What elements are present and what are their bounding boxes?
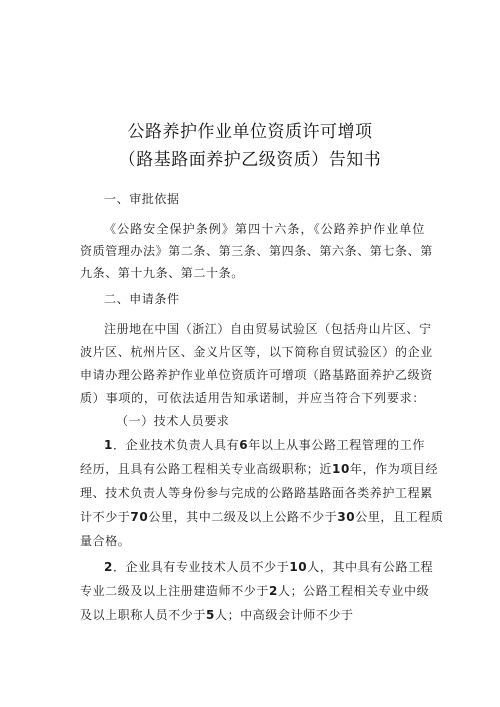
document-title-line-1: 公路养护作业单位资质许可增项 bbox=[127, 122, 373, 142]
text-span: 年以上从事公路工程管理的工作 bbox=[248, 438, 425, 452]
number-span: 30 bbox=[337, 510, 356, 524]
text-span: 专业二级及以上注册建造师不少于 bbox=[80, 584, 270, 598]
text-span: 人，其中具有公路工程 bbox=[307, 560, 434, 574]
item-1-line-4 bbox=[80, 510, 444, 524]
item-number: 1 bbox=[104, 438, 113, 452]
section-1-heading: 一、审批依据 bbox=[104, 192, 180, 206]
item-2-line-2 bbox=[80, 584, 430, 598]
section-2-paragraph-line: 波片区、杭州片区、金义片区等，以下简称自贸试验区）的企业 bbox=[80, 345, 433, 359]
text-span: ．企业具有专业技术人员不少于 bbox=[112, 560, 290, 574]
section-1-paragraph-line: 《公路安全保护条例》第四十六条，《公路养护作业单位 bbox=[104, 222, 425, 236]
number-span: 10 bbox=[289, 560, 308, 574]
item-2-line-1 bbox=[104, 560, 434, 574]
number-span: 5 bbox=[206, 608, 215, 622]
number-span: 6 bbox=[239, 438, 249, 452]
text-span: 公里，且工程质 bbox=[355, 510, 444, 524]
text-span: ．企业技术负责人具有 bbox=[112, 438, 240, 452]
number-span: 2 bbox=[269, 584, 278, 598]
section-2-paragraph-line: 申请办理公路养护作业单位资质许可增项（路基路面养护乙级资 bbox=[80, 368, 433, 382]
subsection-1-heading: （一）技术人员要求 bbox=[116, 414, 230, 428]
section-1-paragraph-line: 资质管理办法》第二条、第三条、第四条、第六条、第七条、第 bbox=[80, 244, 433, 258]
number-span: 10 bbox=[332, 462, 350, 476]
section-1-paragraph-line: 九条、第十九条、第二十条。 bbox=[80, 266, 244, 280]
section-2-paragraph-line: 质）事项的，可依法适用告知承诺制，并应当符合下列要求： bbox=[80, 391, 425, 405]
item-1-line-5: 量合格。 bbox=[80, 534, 131, 548]
number-span: 70 bbox=[130, 510, 149, 524]
item-1-line-3: 理、技术负责人等身份参与完成的公路路基路面各类养护工程累 bbox=[80, 486, 433, 500]
text-span: 年，作为项目经 bbox=[349, 462, 439, 476]
text-span: 公里，其中二级及以上公路不少于 bbox=[148, 510, 338, 524]
document-title-line-2: （路基路面养护乙级资质）告知书 bbox=[118, 150, 382, 170]
text-span: 经历，且具有公路工程相关专业高级职称；近 bbox=[80, 462, 333, 476]
item-2-line-3 bbox=[80, 608, 425, 622]
item-number: 2 bbox=[104, 560, 113, 574]
text-span: 人；公路工程相关专业中级 bbox=[277, 584, 430, 598]
text-span: 人；中高级会计师不少于 bbox=[214, 608, 354, 622]
item-1-line-2 bbox=[80, 462, 439, 476]
text-span: 及以上职称人员不少于 bbox=[80, 608, 207, 622]
section-2-paragraph-line: 注册地在中国（浙江）自由贸易试验区（包括舟山片区、宁 bbox=[104, 322, 432, 336]
text-span: 计不少于 bbox=[80, 510, 131, 524]
section-2-heading: 二、申请条件 bbox=[104, 292, 180, 306]
item-1-line-1 bbox=[104, 438, 425, 452]
